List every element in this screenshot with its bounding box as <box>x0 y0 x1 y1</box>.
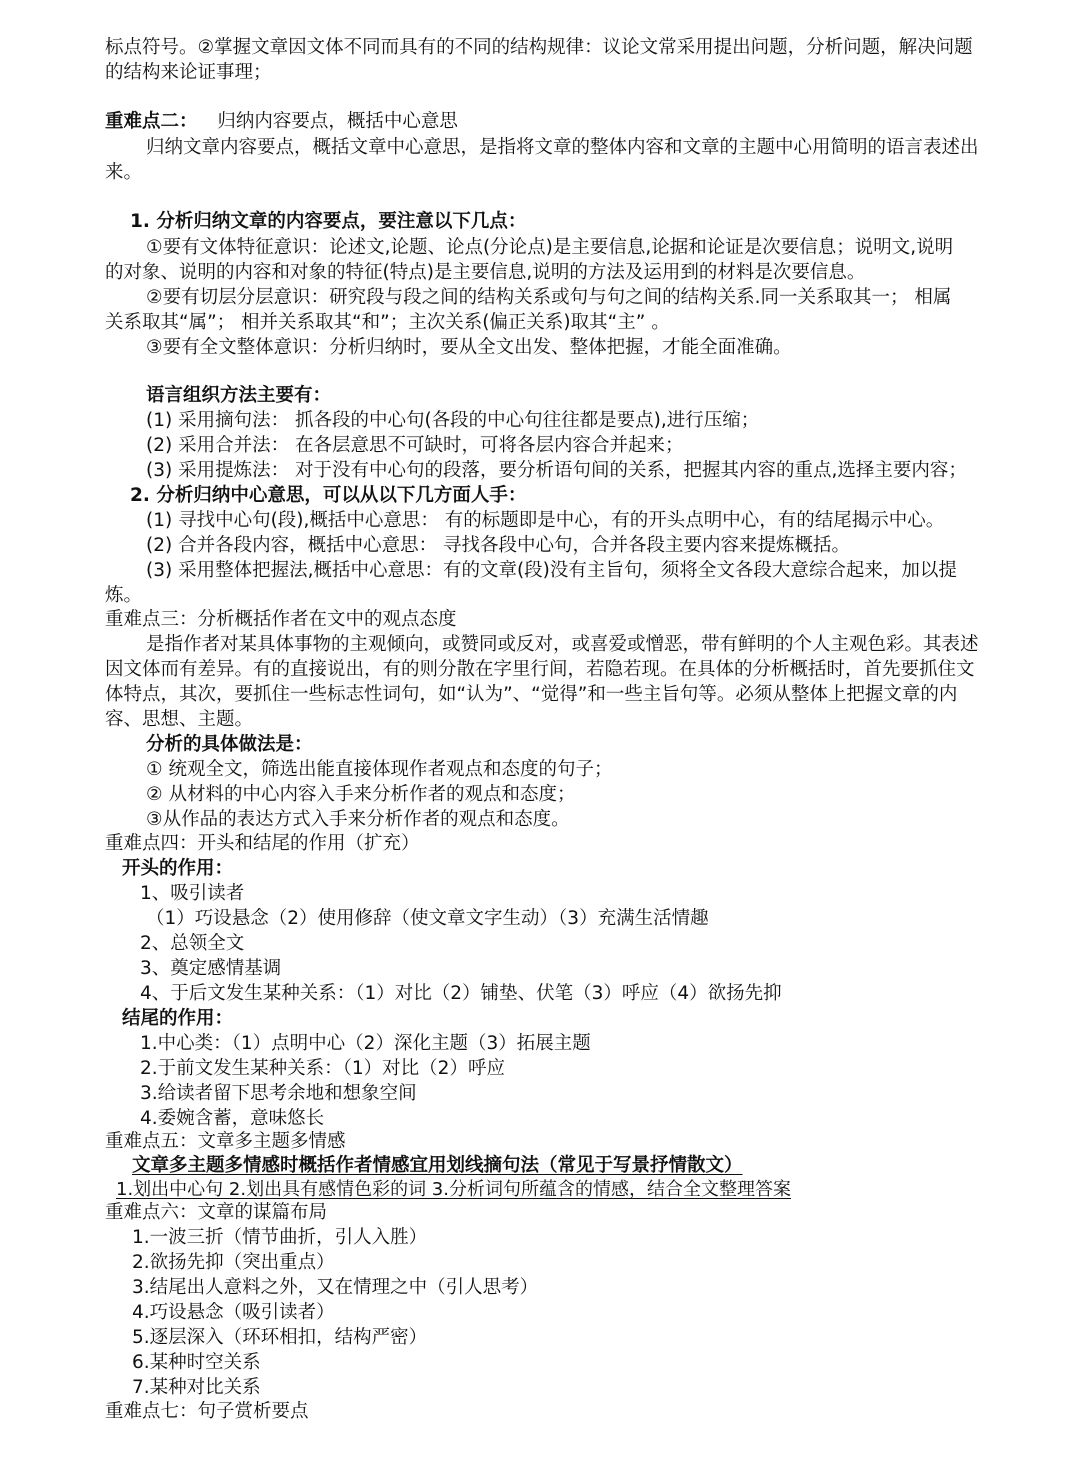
section-7-title: 重难点七：句子赏析要点 <box>105 1401 309 1422</box>
point-b-line-1: ②要有切层分层意识：研究段与段之间的结构关系或句与句之间的结构关系.同一关系取其一； 相属 <box>146 287 952 308</box>
ending-item-4: 4.委婉含蓄，意味悠长 <box>140 1108 325 1129</box>
point-b-line-2: 关系取其“属”； 相并关系取其“和”；主次关系(偏正关系)取其“主” 。 <box>105 312 670 333</box>
section-2-title: 归纳内容要点，概括中心意思 <box>217 111 458 132</box>
subheading-main-idea: 2. 分析归纳中心意思，可以从以下几方面人手： <box>130 485 527 506</box>
section-5-title: 重难点五：文章多主题多情感 <box>105 1131 346 1152</box>
layout-item: 4.巧设悬念（吸引读者） <box>132 1302 335 1323</box>
section-3-item-1: ① 统观全文，筛选出能直接体现作者观点和态度的句子； <box>146 759 613 780</box>
method-1: (1) 采用摘句法： 抓各段的中心句(各段的中心句往往都是要点),进行压缩； <box>146 410 760 431</box>
layout-item: 3.结尾出人意料之外，又在情理之中（引人思考） <box>132 1277 539 1298</box>
ending-item-3: 3.给读者留下思考余地和想象空间 <box>140 1083 417 1104</box>
method-2: (2) 采用合并法： 在各层意思不可缺时，可将各层内容合并起来； <box>146 435 684 456</box>
section-6-title: 重难点六：文章的谋篇布局 <box>105 1202 328 1223</box>
main-idea-1: (1) 寻找中心句(段),概括中心意思： 有的标题即是中心，有的开头点明中心，有的结尾揭示中心。 <box>146 510 945 531</box>
layout-item: 6.某种时空关系 <box>132 1352 261 1373</box>
opening-item-1: 1、吸引读者 <box>140 883 245 904</box>
section-3-paragraph-line-3: 体特点，其次，要抓住一些标志性词句，如“认为”、“觉得”和一些主旨句等。必须从整体上把握文章的内 <box>105 684 958 705</box>
language-methods-heading: 语言组织方法主要有： <box>146 385 332 406</box>
section-4-title: 重难点四：开头和结尾的作用（扩充） <box>105 833 420 854</box>
main-idea-3-line-1: (3) 采用整体把握法,概括中心意思：有的文章(段)没有主旨句，须将全文各段大意综合起来，加以提 <box>146 560 957 581</box>
main-idea-3-line-2: 炼。 <box>105 585 143 606</box>
section-2-paragraph-line-1: 归纳文章内容要点，概括文章中心意思，是指将文章的整体内容和文章的主题中心用简明的语言表述出 <box>146 137 979 158</box>
section-3-paragraph-line-1: 是指作者对某具体事物的主观倾向，或赞同或反对，或喜爱或憎恶，带有鲜明的个人主观色彩。其表述 <box>146 634 979 655</box>
layout-item: 5.逐层深入（环环相扣，结构严密） <box>132 1327 428 1348</box>
point-a-line-1: ①要有文体特征意识：论述文,论题、论点(分论点)是主要信息,论据和论证是次要信息；说明文,说明 <box>146 237 954 258</box>
method-3: (3) 采用提炼法： 对于没有中心句的段落，要分析语句间的关系，把握其内容的重点,选择主要内容； <box>146 460 967 481</box>
section-5-underlined-rule: 文章多主题多情感时概括作者情感宜用划线摘句法（常见于写景抒情散文） <box>132 1155 743 1176</box>
opening-item-1-sub: （1）巧设悬念（2）使用修辞（使文章文字生动）（3）充满生活情趣 <box>146 908 709 929</box>
main-idea-2: (2) 合并各段内容，概括中心意思： 寻找各段中心句，合并各段主要内容来提炼概括。 <box>146 535 850 556</box>
section-3-item-2: ② 从材料的中心内容入手来分析作者的观点和态度； <box>146 784 576 805</box>
layout-item: 7.某种对比关系 <box>132 1377 261 1398</box>
layout-item: 2.欲扬先抑（突出重点） <box>132 1252 335 1273</box>
layout-item: 1.一波三折（情节曲折，引人入胜） <box>132 1227 428 1248</box>
section-3-item-3: ③从作品的表达方式入手来分析作者的观点和态度。 <box>146 809 570 830</box>
section-3-paragraph-line-2: 因文体而有差异。有的直接说出，有的则分散在字里行间，若隐若现。在具体的分析概括时，首先要抓住文 <box>105 659 975 680</box>
section-2-paragraph-line-2: 来。 <box>105 162 143 183</box>
subheading-content-points: 1. 分析归纳文章的内容要点，要注意以下几点： <box>130 211 527 232</box>
opening-item-3: 3、奠定感情基调 <box>140 958 282 979</box>
section-5-underlined-steps: 1.划出中心句 2.划出具有感情色彩的词 3.分析词句所蕴含的情感，结合全文整理答案 <box>116 1179 791 1200</box>
intro-line-2: 的结构来论证事理； <box>105 62 272 83</box>
section-3-paragraph-line-4: 容、思想、主题。 <box>105 709 254 730</box>
point-a-line-2: 的对象、说明的内容和对象的特征(特点)是主要信息,说明的方法及运用到的材料是次要信息。 <box>105 262 866 283</box>
section-3-title: 重难点三：分析概括作者在文中的观点态度 <box>105 609 457 630</box>
ending-item-2: 2.于前文发生某种关系：（1）对比（2）呼应 <box>140 1058 505 1079</box>
section-3-subheading: 分析的具体做法是： <box>146 734 313 755</box>
ending-item-1: 1.中心类：（1）点明中心（2）深化主题（3）拓展主题 <box>140 1033 591 1054</box>
point-c: ③要有全文整体意识：分析归纳时，要从全文出发、整体把握，才能全面准确。 <box>146 337 792 358</box>
opening-function-heading: 开头的作用： <box>122 858 234 879</box>
section-2-heading <box>105 110 458 134</box>
intro-line-1: 标点符号。②掌握文章因文体不同而具有的不同的结构规律：议论文常采用提出问题，分析问题，解决问题 <box>105 37 973 58</box>
opening-item-4: 4、于后文发生某种关系：（1）对比（2）铺垫、伏笔（3）呼应（4）欲扬先抑 <box>140 983 782 1004</box>
section-2-label: 重难点二： <box>105 111 198 132</box>
ending-function-heading: 结尾的作用： <box>122 1008 234 1029</box>
opening-item-2: 2、总领全文 <box>140 933 245 954</box>
